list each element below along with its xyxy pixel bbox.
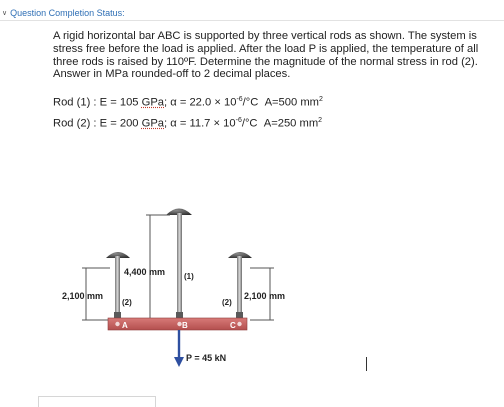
rod-1-label: (1): [184, 272, 194, 281]
separator: :: [93, 96, 97, 109]
point-a-label: A: [122, 321, 128, 330]
rod-1-body: [177, 213, 182, 320]
separator: :: [93, 117, 97, 130]
rod-2-right-label: (2): [222, 298, 232, 307]
modulus-unit: GPa: [141, 117, 165, 130]
rod-2-left-body: [115, 256, 120, 320]
rod-label: Rod (2): [53, 117, 91, 130]
alpha-exponent: -6: [236, 96, 243, 103]
pin-c: [237, 322, 241, 326]
alpha-unit: /°C: [241, 117, 258, 130]
modulus-prefix: E = 200: [99, 117, 142, 130]
load-arrow: [174, 330, 184, 367]
dim-center-label: 4,400 mm: [124, 267, 166, 277]
pin-a: [115, 322, 119, 326]
load-label: P = 45 kN: [186, 353, 227, 363]
alpha-text: ; α = 22.0 × 10: [164, 96, 237, 109]
problem-statement: A rigid horizontal bar ABC is supported by three vertical rods as shown. The system is stress free before the load is applied. After the load P is applied, the temperature of all three rods is raised by 110ºF. Determine the magnitude of the normal stress in rod (2). Answer in MPa rounded-off to 2 decimal places.: [53, 30, 479, 81]
text-cursor: [366, 357, 367, 371]
rod-2-left-label: (2): [122, 298, 132, 307]
rod-2-right-end: [236, 312, 243, 318]
completion-status-label: Question Completion Status:: [10, 8, 125, 18]
area-text: A=250 mm: [263, 117, 319, 130]
area-text: A=500 mm: [264, 96, 319, 109]
rod-2-left-end: [114, 312, 121, 318]
alpha-text: ; α = 11.7 × 10: [164, 117, 236, 130]
rod-2-left: [106, 252, 130, 320]
area-exponent: 2: [318, 96, 323, 103]
chevron-down-icon: ∨: [2, 10, 8, 17]
rod-label: Rod (1): [53, 96, 91, 109]
rod-2-right-body: [237, 256, 242, 320]
rod-2-right: [228, 252, 252, 320]
answer-input-box[interactable]: [38, 396, 156, 407]
rod-1: [166, 209, 192, 321]
alpha-exponent: -6: [235, 117, 242, 124]
area-exponent: 2: [318, 117, 323, 124]
point-c-label: C: [230, 321, 236, 330]
alpha-unit: /°C: [242, 96, 259, 109]
point-b-label: B: [182, 321, 188, 330]
modulus-prefix: E = 105: [99, 96, 142, 109]
modulus-unit: GPa: [141, 96, 165, 109]
rod-1-end: [176, 312, 183, 318]
dim-left-label: 2,100 mm: [62, 291, 104, 301]
dim-right-label: 2,100 mm: [244, 291, 286, 301]
